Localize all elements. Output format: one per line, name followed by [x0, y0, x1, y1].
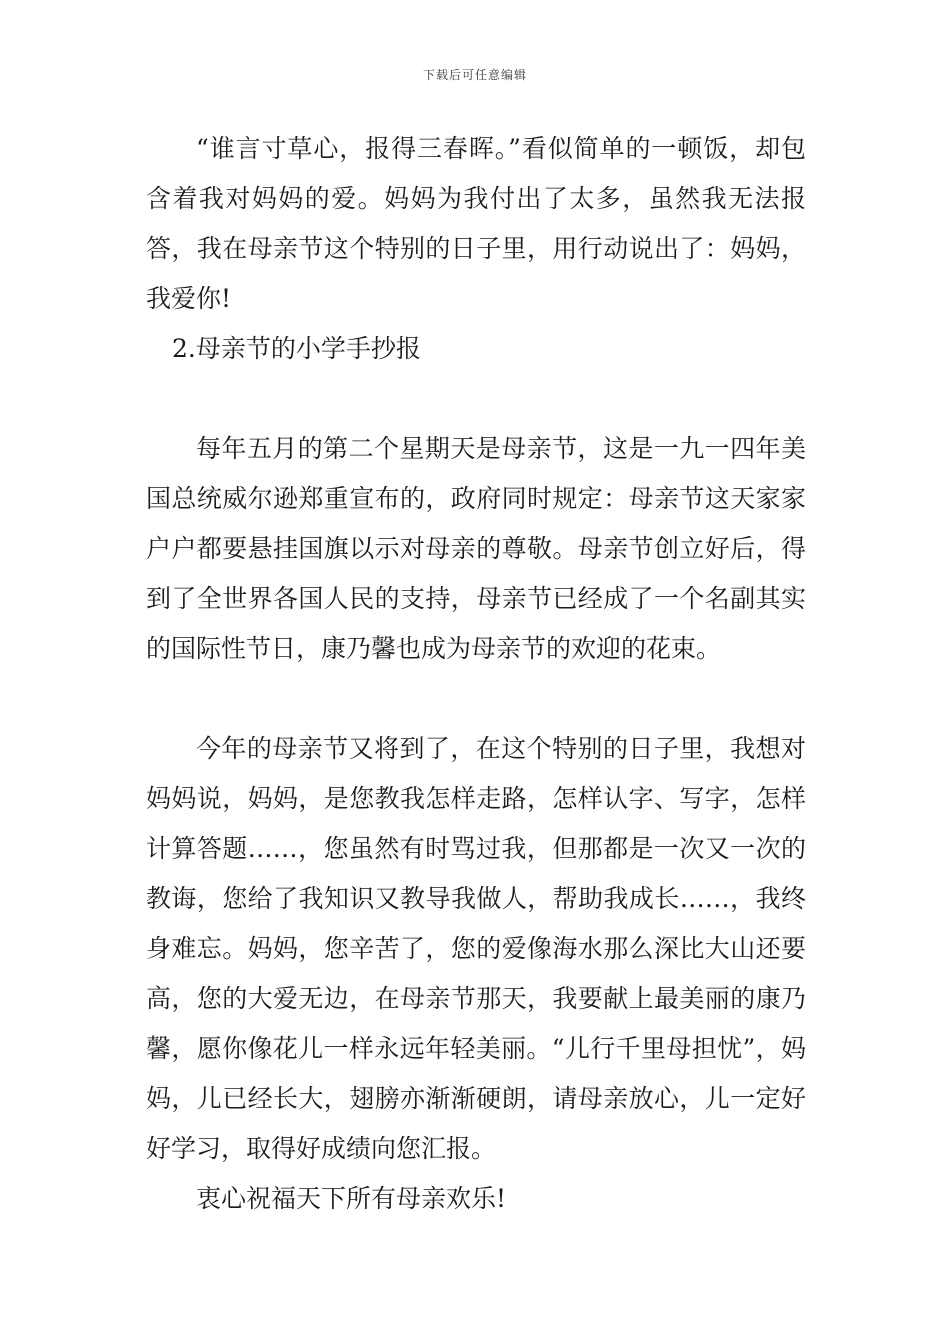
- paragraph-mothers-day-history: 每年五月的第二个星期天是母亲节，这是一九一四年美国总统威尔逊郑重宣布的，政府同时规定：母亲节这天家家户户都要悬挂国旗以示对母亲的尊敬。母亲节创立好后，得到了全世界各国人民的支持，母亲节已经成了一个名副其实的国际性节日，康乃馨也成为母亲节的欢迎的花束。: [146, 434, 806, 663]
- paragraph-block: [146, 724, 806, 1174]
- paragraph-block: [146, 1174, 806, 1224]
- section-heading: 2.母亲节的小学手抄报: [172, 334, 421, 363]
- paragraph-block: [146, 124, 806, 324]
- paragraph-message-to-mother: 今年的母亲节又将到了，在这个特别的日子里，我想对妈妈说，妈妈，是您教我怎样走路，怎样认字、写字，怎样计算答题……，您虽然有时骂过我，但那都是一次又一次的教诲，您给了我知识又教导我做人，帮助我成长……，我终身难忘。妈妈，您辛苦了，您的爱像海水那么深比大山还要高，您的大爱无边，在母亲节那天，我要献上最美丽的康乃馨，愿你像花儿一样永远年轻美丽。“儿行千里母担忧”，妈妈，儿已经长大，翅膀亦渐渐硬朗，请母亲放心，儿一定好好学习，取得好成绩向您汇报。: [146, 734, 806, 1163]
- header-note: 下载后可任意编辑: [422, 68, 527, 82]
- paragraph-mothers-day-reflection: “谁言寸草心，报得三春晖。”看似简单的一顿饭，却包含着我对妈妈的爱。妈妈为我付出了太多，虽然我无法报答，我在母亲节这个特别的日子里，用行动说出了：妈妈，我爱你!: [146, 134, 806, 313]
- paragraph-block: [146, 424, 806, 674]
- paragraph-closing-wish: 衷心祝福天下所有母亲欢乐!: [196, 1184, 507, 1213]
